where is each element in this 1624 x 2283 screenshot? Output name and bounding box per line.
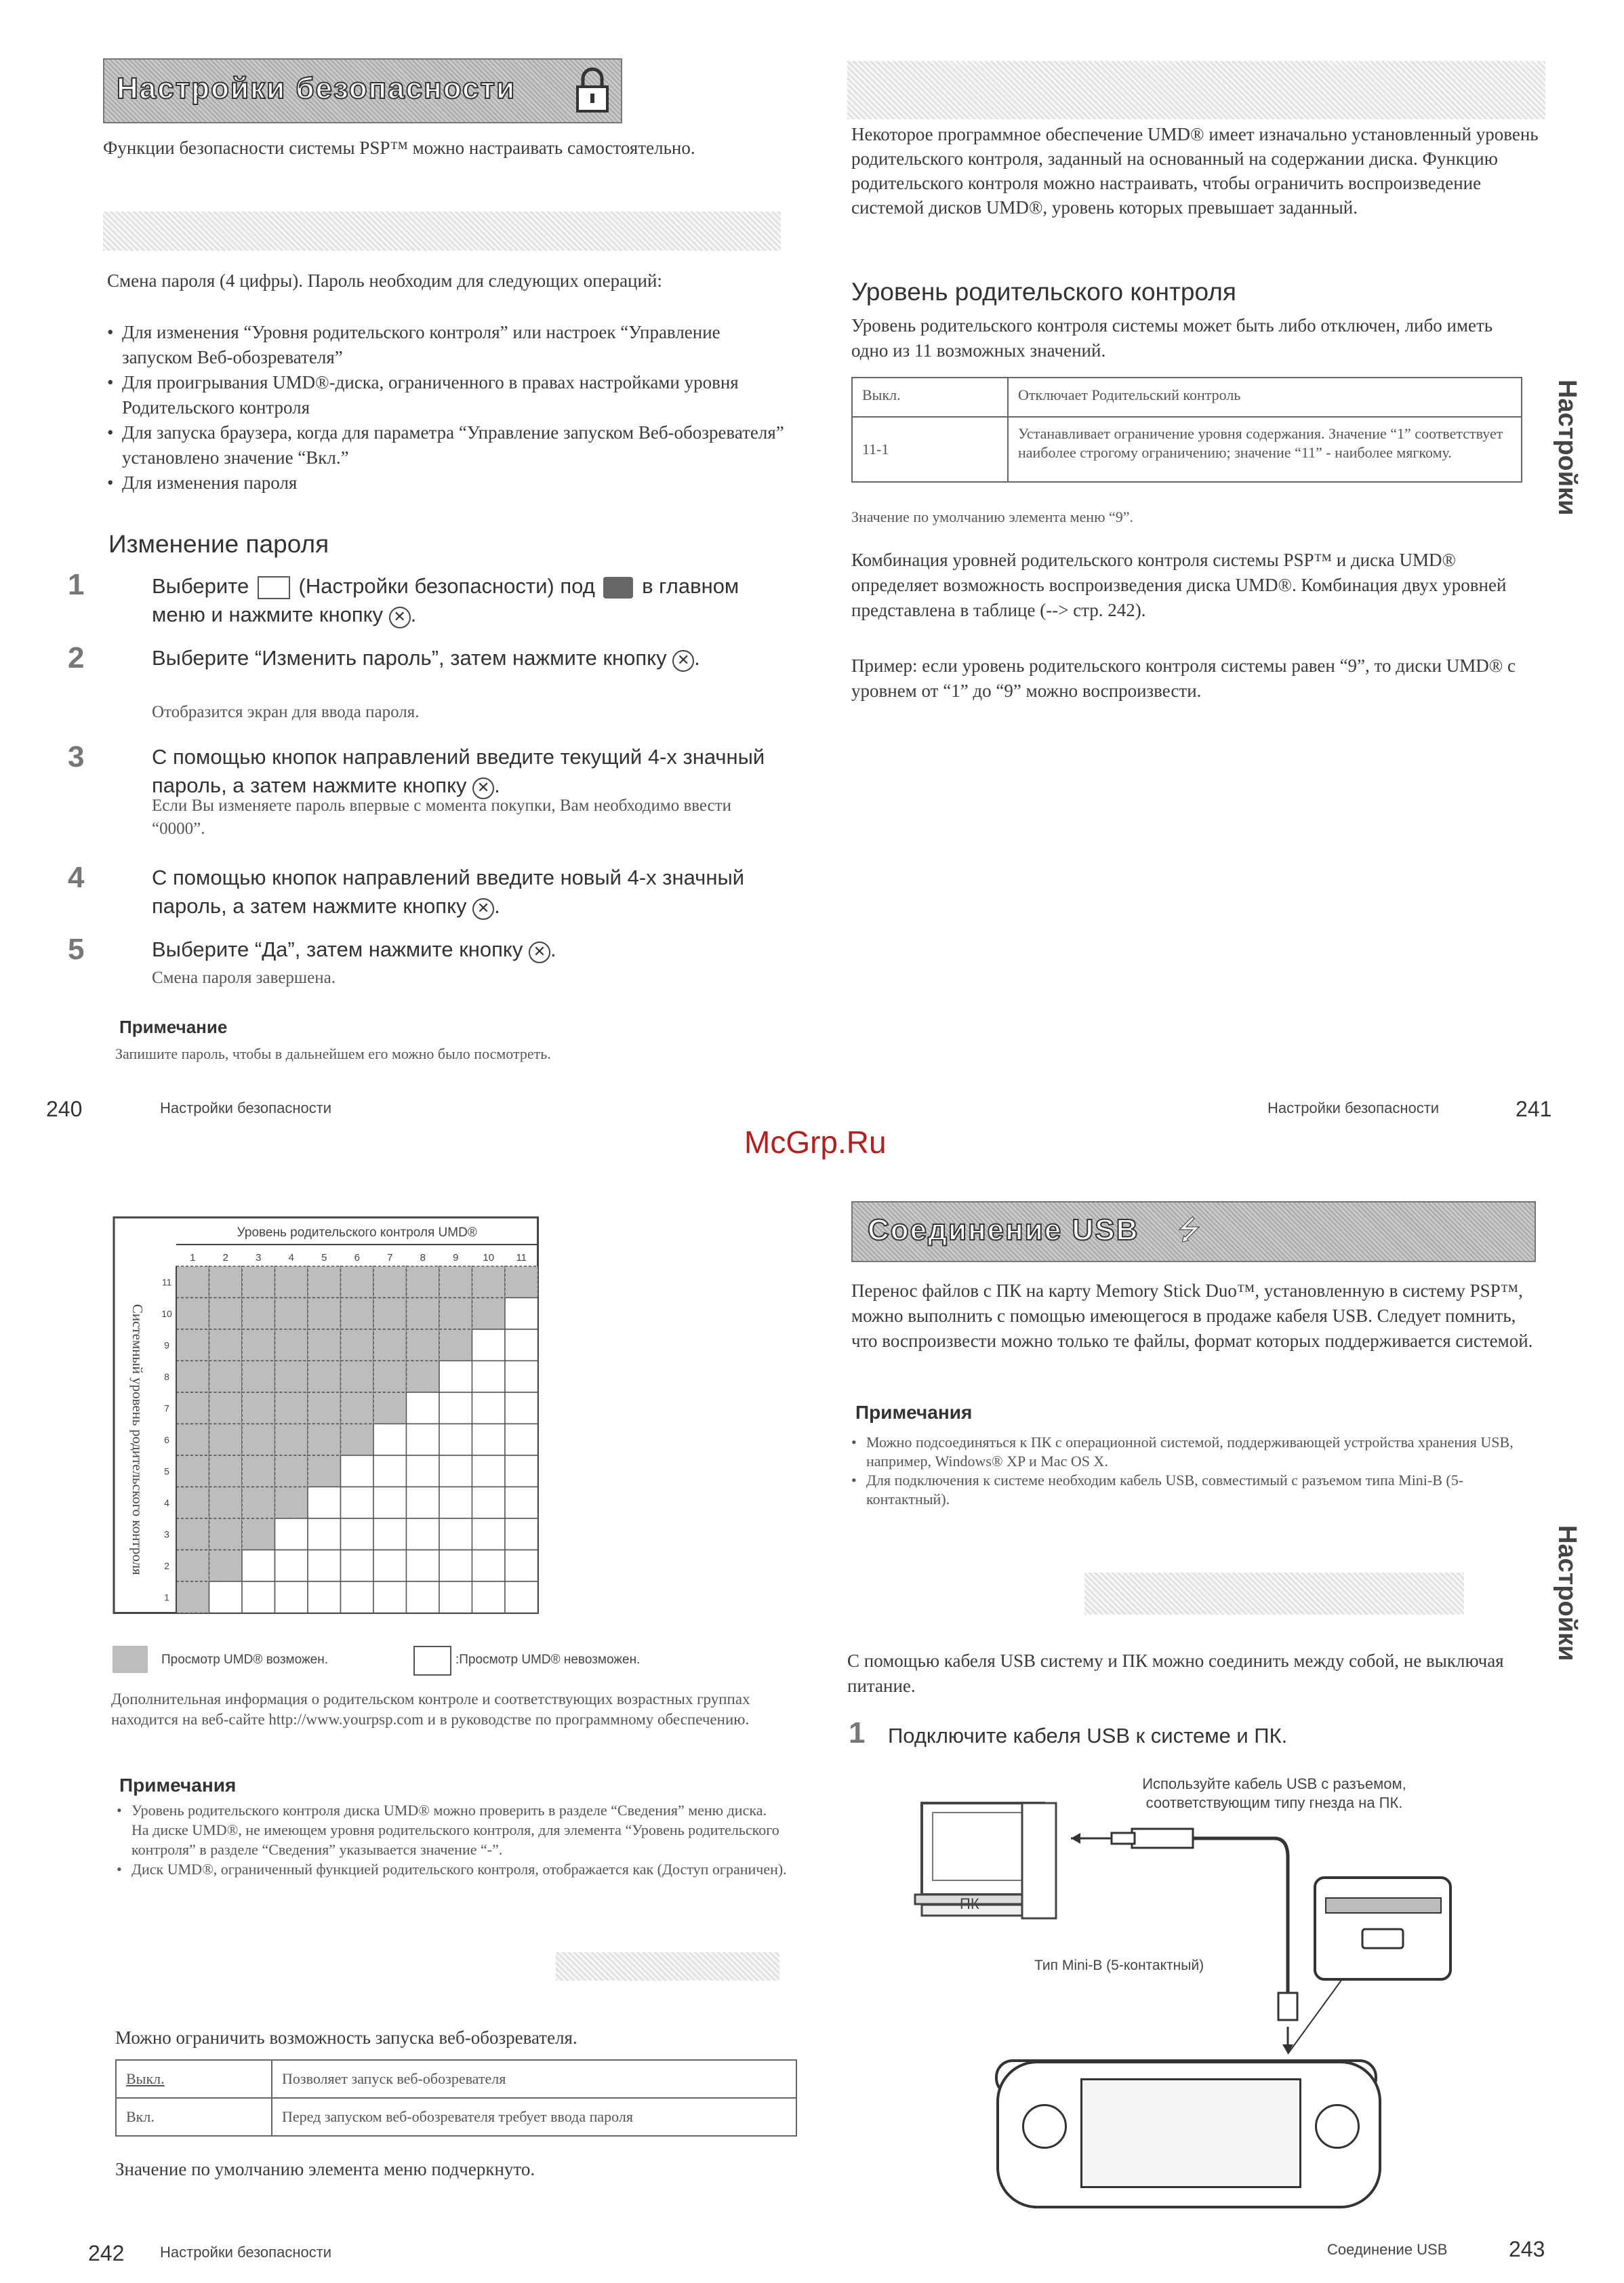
grid-cell bbox=[308, 1581, 341, 1613]
grid-cell bbox=[242, 1361, 275, 1393]
grid-cell bbox=[472, 1487, 506, 1519]
table-cell: Выкл. bbox=[852, 378, 1008, 417]
pc-icon bbox=[915, 1803, 1056, 1918]
grid-cell bbox=[242, 1581, 275, 1613]
grid-cell bbox=[407, 1298, 440, 1330]
more-info-text: Дополнительная информация о родительском контроле и соответствующих возрастных группах находится на веб-сайте http://www.yourpsp.com и в руководстве по программному обеспечению. bbox=[111, 1691, 750, 1728]
row-label: 2 bbox=[164, 1560, 169, 1571]
grid-cell bbox=[373, 1361, 407, 1393]
grid-cell bbox=[209, 1581, 243, 1613]
side-tab-settings: Настройки bbox=[1553, 380, 1581, 516]
grid-cell bbox=[176, 1361, 209, 1393]
grid-cell bbox=[472, 1581, 506, 1613]
banner-title: Настройки безопасности bbox=[117, 72, 516, 105]
page-number: 242 bbox=[88, 2241, 125, 2265]
grid-cell bbox=[275, 1424, 308, 1456]
row-label: 4 bbox=[164, 1497, 169, 1508]
col-label: 10 bbox=[483, 1252, 495, 1264]
faded-heading-bar bbox=[103, 211, 781, 251]
grid-cell bbox=[242, 1392, 275, 1424]
grid-cell bbox=[472, 1518, 506, 1550]
page-number: 243 bbox=[1509, 2237, 1545, 2261]
note-text: Запишите пароль, чтобы в дальнейшем его можно было посмотреть. bbox=[115, 1045, 551, 1062]
grid-cell bbox=[209, 1550, 243, 1582]
grid-title: Уровень родительского контроля UMD® bbox=[237, 1226, 477, 1240]
step-text: С помощью кнопок направлений введите текущий 4-х значный пароль, а затем нажмите кнопку bbox=[152, 745, 765, 797]
parental-level-table bbox=[851, 377, 1522, 483]
row-label: 5 bbox=[164, 1466, 169, 1477]
grid-cell bbox=[505, 1424, 538, 1456]
grid-cell bbox=[373, 1266, 407, 1298]
grid-cell bbox=[407, 1581, 440, 1613]
faded-heading-bar bbox=[1084, 1573, 1464, 1615]
usb-intro: Перенос файлов с ПК на карту Memory Stick Duo™, установленную в систему PSP™, можно выполнить с помощью имеющегося в продаже кабеля USB. Следует помнить, что воспроизвести можно только те файлы, формат которых поддерживается системой. bbox=[851, 1280, 1533, 1351]
faded-banner bbox=[847, 61, 1545, 119]
umd-intro: Некоторое программное обеспечение UMD® имеет изначально установленный уровень родительского контроля, заданный на основанный на содержании диска. Функцию родительского контроля можно настраивать, чтобы ограничить воспроизведение системой дисков UMD®, уровень которых превышает заданный. bbox=[851, 124, 1539, 218]
grid-cell bbox=[209, 1487, 243, 1519]
grid-cell bbox=[407, 1266, 440, 1298]
grid-cell bbox=[505, 1361, 538, 1393]
page-footer: Соединение USB bbox=[1327, 2241, 1448, 2258]
page-footer: Настройки безопасности bbox=[160, 1099, 332, 1116]
legend-allowed: Просмотр UMD® возможен. bbox=[161, 1653, 329, 1667]
note-text: Диск UMD®, ограниченный функцией родительского контроля, отображается как (Доступ ограничен). bbox=[131, 1861, 787, 1878]
list-item bbox=[117, 1859, 788, 1879]
grid-cell bbox=[308, 1518, 341, 1550]
grid-cell bbox=[407, 1550, 440, 1582]
cross-button-icon: ✕ bbox=[672, 650, 694, 672]
col-label: 1 bbox=[190, 1252, 196, 1264]
grid-cell bbox=[242, 1455, 275, 1487]
grid-cell bbox=[242, 1329, 275, 1361]
table-cell: Устанавливает ограничение уровня содержания. Значение “1” соответствует наиболее строгому ограничению; значение “11” - наиболее мягкому. bbox=[1008, 417, 1522, 482]
grid-cell bbox=[242, 1266, 275, 1298]
grid-cell bbox=[176, 1424, 209, 1456]
grid-cell bbox=[308, 1298, 341, 1330]
table-cell: 11-1 bbox=[852, 417, 1008, 482]
grid-cell bbox=[242, 1487, 275, 1519]
grid-cell bbox=[176, 1487, 209, 1519]
grid-cell bbox=[176, 1329, 209, 1361]
combination-text: Комбинация уровней родительского контроля системы PSP™ и диска UMD® определяет возможность воспроизведения диска UMD®. Комбинация двух уровней представлена в таблице (--> стр. 242). bbox=[851, 550, 1507, 620]
grid-cell bbox=[439, 1361, 472, 1393]
grid-cell bbox=[472, 1266, 506, 1298]
step-text: Выберите bbox=[152, 574, 249, 598]
step-text: С помощью кнопок направлений введите новый 4-х значный пароль, а затем нажмите кнопку bbox=[152, 866, 745, 918]
grid-cell bbox=[341, 1487, 374, 1519]
parental-level-heading: Уровень родительского контроля bbox=[851, 278, 1236, 306]
grid-cell bbox=[275, 1550, 308, 1582]
row-label: 1 bbox=[164, 1592, 169, 1603]
table-cell: Отключает Родительский контроль bbox=[1008, 378, 1522, 417]
grid-cell bbox=[308, 1392, 341, 1424]
faded-heading-bar bbox=[556, 1952, 779, 1981]
step-note: Если Вы изменяете пароль впервые с момента покупки, Вам необходимо ввести “0000”. bbox=[152, 796, 732, 838]
grid-cell bbox=[308, 1329, 341, 1361]
grid-cell bbox=[341, 1361, 374, 1393]
grid-cell bbox=[439, 1392, 472, 1424]
grid-cell bbox=[176, 1266, 209, 1298]
grid-cell bbox=[472, 1455, 506, 1487]
usb-icon: ⭍ bbox=[1178, 1215, 1201, 1245]
step-4-text: С помощью кнопок направлений введите новый 4-х значный пароль, а затем нажмите кнопку ✕ . bbox=[152, 864, 789, 921]
step-number: 1 bbox=[68, 568, 85, 601]
cross-button-icon: ✕ bbox=[472, 898, 494, 920]
list-item: • Уровень родительского контроля диска UMD® можно проверить в разделе “Сведения” меню диска. На диске UMD®, не имеющем уровня родительского контроля, для элемента “Уровень родительского контроля” в разделе “Сведения” указывается значение “-”. bbox=[117, 1800, 788, 1859]
grid-cell bbox=[505, 1266, 538, 1298]
grid-cell bbox=[275, 1298, 308, 1330]
grid-cell bbox=[407, 1518, 440, 1550]
grid-cell bbox=[308, 1487, 341, 1519]
grid-cell bbox=[242, 1550, 275, 1582]
row-label: 3 bbox=[164, 1529, 169, 1540]
row-label: 8 bbox=[164, 1371, 169, 1382]
notes-heading: Примечания bbox=[119, 1775, 237, 1796]
grid-cell bbox=[275, 1392, 308, 1424]
col-label: 6 bbox=[354, 1252, 360, 1264]
grid-cell bbox=[242, 1298, 275, 1330]
list-item: • Для проигрывания UMD®-диска, ограниченного в правах настройками уровня Родительского контроля bbox=[107, 370, 792, 420]
legend-swatch-blocked bbox=[413, 1646, 451, 1676]
note-heading: Примечание bbox=[119, 1017, 228, 1037]
step-text: Выберите “Да”, затем нажмите кнопку bbox=[152, 937, 523, 961]
example-text: Пример: если уровень родительского контроля системы равен “9”, то диски UMD® с уровнем от “1” до “9” можно воспроизвести. bbox=[851, 655, 1516, 701]
grid-cell bbox=[472, 1329, 506, 1361]
grid-cell bbox=[275, 1329, 308, 1361]
grid-cell bbox=[341, 1392, 374, 1424]
grid-cell bbox=[373, 1392, 407, 1424]
cable-caption: Используйте кабель USB с разъемом, соответствующим типу гнезда на ПК. bbox=[1142, 1775, 1406, 1811]
grid-cell bbox=[505, 1518, 538, 1550]
grid-cell bbox=[439, 1487, 472, 1519]
grid-cell bbox=[308, 1455, 341, 1487]
page-number: 240 bbox=[46, 1097, 83, 1121]
list-item: • Для изменения “Уровня родительского контроля” или настроек “Управление запуском Веб-обозревателя” bbox=[107, 320, 792, 370]
grid-cell bbox=[407, 1424, 440, 1456]
grid-cell bbox=[176, 1455, 209, 1487]
grid-cell bbox=[275, 1518, 308, 1550]
page-footer: Настройки безопасности bbox=[160, 2244, 332, 2261]
list-item: • Для подключения к системе необходим кабель USB, совместимый с разъемом типа Mini-B (5-контактный). bbox=[851, 1471, 1536, 1509]
grid-cell bbox=[373, 1298, 407, 1330]
table-row bbox=[852, 417, 1522, 482]
grid-cell bbox=[373, 1487, 407, 1519]
change-password-heading: Изменение пароля bbox=[108, 530, 329, 558]
grid-cell bbox=[209, 1329, 243, 1361]
grid-cell bbox=[439, 1329, 472, 1361]
cross-button-icon: ✕ bbox=[529, 942, 550, 963]
grid-cell bbox=[373, 1424, 407, 1456]
table-row bbox=[116, 2098, 796, 2136]
grid-cell bbox=[472, 1424, 506, 1456]
security-intro: Функции безопасности системы PSP™ можно настраивать самостоятельно. bbox=[103, 138, 695, 158]
lock-icon bbox=[572, 66, 613, 115]
grid-cell bbox=[209, 1424, 243, 1456]
grid-cell bbox=[505, 1329, 538, 1361]
col-label: 3 bbox=[256, 1252, 262, 1264]
table-row bbox=[852, 378, 1522, 417]
step-1-text: Выберите (Настройки безопасности) под в главном меню и нажмите кнопку ✕ . bbox=[152, 572, 775, 629]
grid-cell bbox=[176, 1392, 209, 1424]
grid-cell bbox=[176, 1518, 209, 1550]
dpad-icon bbox=[1022, 2104, 1067, 2149]
grid-cell bbox=[472, 1392, 506, 1424]
col-label: 7 bbox=[387, 1252, 393, 1264]
grid-cell bbox=[275, 1455, 308, 1487]
col-label: 2 bbox=[222, 1252, 228, 1264]
row-label: 9 bbox=[164, 1339, 169, 1351]
grid-cell bbox=[341, 1424, 374, 1456]
psp-console bbox=[996, 2061, 1381, 2208]
grid-cell bbox=[275, 1487, 308, 1519]
grid-cell bbox=[439, 1266, 472, 1298]
grid-cell bbox=[505, 1550, 538, 1582]
parental-level-text: Уровень родительского контроля системы может быть либо отключен, либо иметь одно из 11 возможных значений. bbox=[851, 315, 1493, 361]
grid-cell bbox=[373, 1518, 407, 1550]
step-note: Смена пароля завершена. bbox=[152, 969, 336, 987]
grid-cell bbox=[439, 1455, 472, 1487]
grid-cell bbox=[209, 1392, 243, 1424]
cross-button-icon: ✕ bbox=[472, 777, 494, 799]
grid-cell bbox=[275, 1361, 308, 1393]
grid-cell bbox=[472, 1550, 506, 1582]
list-item: • Для запуска браузера, когда для параметра “Управление запуском Веб-обозревателя” установлено значение “Вкл.” bbox=[107, 420, 792, 470]
usb-connection-illustration bbox=[908, 1796, 1464, 2095]
step-2-text: Выберите “Изменить пароль”, затем нажмите кнопку ✕ . bbox=[152, 644, 775, 672]
table-cell: Выкл. bbox=[116, 2060, 272, 2098]
settings-toolbox-icon bbox=[603, 577, 633, 599]
grid-cell bbox=[308, 1266, 341, 1298]
legend-blocked: :Просмотр UMD® невозможен. bbox=[455, 1653, 641, 1667]
grid-cell bbox=[308, 1550, 341, 1582]
grid-cell bbox=[407, 1361, 440, 1393]
grid-cell bbox=[407, 1455, 440, 1487]
grid-cell bbox=[505, 1298, 538, 1330]
notes-list bbox=[851, 1433, 1536, 1509]
parental-grid-chart bbox=[113, 1216, 560, 1630]
step-1-text: Подключите кабеля USB к системе и ПК. bbox=[888, 1724, 1288, 1747]
grid-cell bbox=[209, 1266, 243, 1298]
grid-cell bbox=[308, 1424, 341, 1456]
step-text: в главном меню и нажмите кнопку bbox=[152, 574, 739, 626]
browser-table bbox=[115, 2059, 797, 2137]
grid-cell bbox=[472, 1298, 506, 1330]
notes-heading: Примечания bbox=[855, 1402, 973, 1423]
step-number: 2 bbox=[68, 641, 85, 674]
banner-title: Соединение USB bbox=[868, 1213, 1139, 1247]
grid-cell bbox=[407, 1392, 440, 1424]
grid-cell bbox=[373, 1581, 407, 1613]
col-label: 8 bbox=[420, 1252, 426, 1264]
row-label: 6 bbox=[164, 1434, 169, 1445]
grid-cell bbox=[341, 1266, 374, 1298]
security-settings-banner bbox=[103, 58, 622, 123]
grid-cell bbox=[505, 1581, 538, 1613]
grid-cell bbox=[176, 1581, 209, 1613]
grid-cell bbox=[341, 1550, 374, 1582]
grid-cell bbox=[341, 1581, 374, 1613]
grid-cell bbox=[209, 1361, 243, 1393]
grid-cell bbox=[275, 1581, 308, 1613]
row-label: 11 bbox=[161, 1276, 172, 1288]
page-footer: Настройки безопасности bbox=[1267, 1099, 1440, 1116]
table-cell: Позволяет запуск веб-обозревателя bbox=[272, 2060, 796, 2098]
minib-label: Тип Mini-B (5-контактный) bbox=[1034, 1958, 1204, 1973]
list-item: • Можно подсоединяться к ПК с операционной системой, поддерживающей устройства хранения USB, например, Windows® XP и Mac OS X. bbox=[851, 1433, 1536, 1471]
grid-cell bbox=[209, 1518, 243, 1550]
grid-cell bbox=[439, 1424, 472, 1456]
grid-cell bbox=[505, 1455, 538, 1487]
grid-cell bbox=[341, 1455, 374, 1487]
psp-screen bbox=[1080, 2078, 1301, 2188]
step-number: 4 bbox=[68, 861, 85, 894]
col-label: 5 bbox=[321, 1252, 327, 1264]
step-text: Выберите “Изменить пароль”, затем нажмите кнопку bbox=[152, 646, 667, 670]
grid-cell bbox=[439, 1550, 472, 1582]
grid-cell bbox=[373, 1455, 407, 1487]
grid-cell bbox=[176, 1298, 209, 1330]
grid-cell bbox=[407, 1329, 440, 1361]
default-value-note: Значение по умолчанию элемента меню “9”. bbox=[851, 508, 1134, 525]
step-number: 3 bbox=[68, 740, 85, 773]
step-number: 1 bbox=[849, 1716, 866, 1750]
action-buttons-icon bbox=[1315, 2104, 1360, 2149]
table-row bbox=[116, 2060, 796, 2098]
grid-cell bbox=[209, 1455, 243, 1487]
page-number: 241 bbox=[1516, 1097, 1552, 1121]
watermark: McGrp.Ru bbox=[744, 1125, 887, 1160]
password-intro: Смена пароля (4 цифры). Пароль необходим для следующих операций: bbox=[107, 270, 662, 291]
pc-label: ПК bbox=[960, 1895, 979, 1912]
grid-cell bbox=[505, 1487, 538, 1519]
grid-cell bbox=[439, 1581, 472, 1613]
step-number: 5 bbox=[68, 933, 85, 966]
connect-text: С помощью кабеля USB систему и ПК можно соединить между собой, не выключая питание. bbox=[847, 1651, 1504, 1696]
table-cell: Перед запуском веб-обозревателя требует ввода пароля bbox=[272, 2098, 796, 2136]
grid-cell bbox=[373, 1550, 407, 1582]
col-label: 4 bbox=[288, 1252, 294, 1264]
grid-cell bbox=[242, 1518, 275, 1550]
grid-cell bbox=[373, 1329, 407, 1361]
password-usage-list bbox=[107, 320, 792, 496]
step-5-text: Выберите “Да”, затем нажмите кнопку ✕ . bbox=[152, 935, 789, 964]
grid-cell bbox=[275, 1266, 308, 1298]
default-value-note: Значение по умолчанию элемента меню подчеркнуто. bbox=[115, 2159, 535, 2179]
cross-button-icon: ✕ bbox=[389, 607, 411, 628]
notes-list bbox=[117, 1800, 788, 1879]
step-3-text: С помощью кнопок направлений введите текущий 4-х значный пароль, а затем нажмите кнопку ✕ . bbox=[152, 743, 789, 800]
legend-swatch-allowed bbox=[113, 1646, 148, 1673]
grid-cell bbox=[341, 1329, 374, 1361]
grid-cell bbox=[505, 1392, 538, 1424]
grid-cell bbox=[407, 1487, 440, 1519]
table-cell: Вкл. bbox=[116, 2098, 272, 2136]
row-label: 10 bbox=[161, 1308, 172, 1319]
grid-cell bbox=[439, 1298, 472, 1330]
browser-text: Можно ограничить возможность запуска веб-обозревателя. bbox=[115, 2027, 577, 2048]
grid-side-label: Системный уровень родительского контроля bbox=[129, 1304, 146, 1575]
col-label: 11 bbox=[516, 1252, 527, 1264]
grid-cell bbox=[209, 1298, 243, 1330]
grid-cell bbox=[472, 1361, 506, 1393]
grid-cell bbox=[341, 1298, 374, 1330]
step-note: Отобразится экран для ввода пароля. bbox=[152, 703, 420, 721]
list-item: • Для изменения пароля bbox=[107, 470, 792, 496]
row-label: 7 bbox=[164, 1402, 169, 1414]
usb-banner bbox=[851, 1201, 1536, 1262]
security-settings-icon bbox=[258, 576, 290, 599]
grid-cell bbox=[439, 1518, 472, 1550]
grid-cell bbox=[176, 1550, 209, 1582]
grid-cell bbox=[308, 1361, 341, 1393]
side-tab-settings: Настройки bbox=[1553, 1525, 1581, 1661]
grid-cell bbox=[341, 1518, 374, 1550]
col-label: 9 bbox=[453, 1252, 459, 1264]
step-text: (Настройки безопасности) под bbox=[298, 574, 595, 598]
grid-cell bbox=[242, 1424, 275, 1456]
